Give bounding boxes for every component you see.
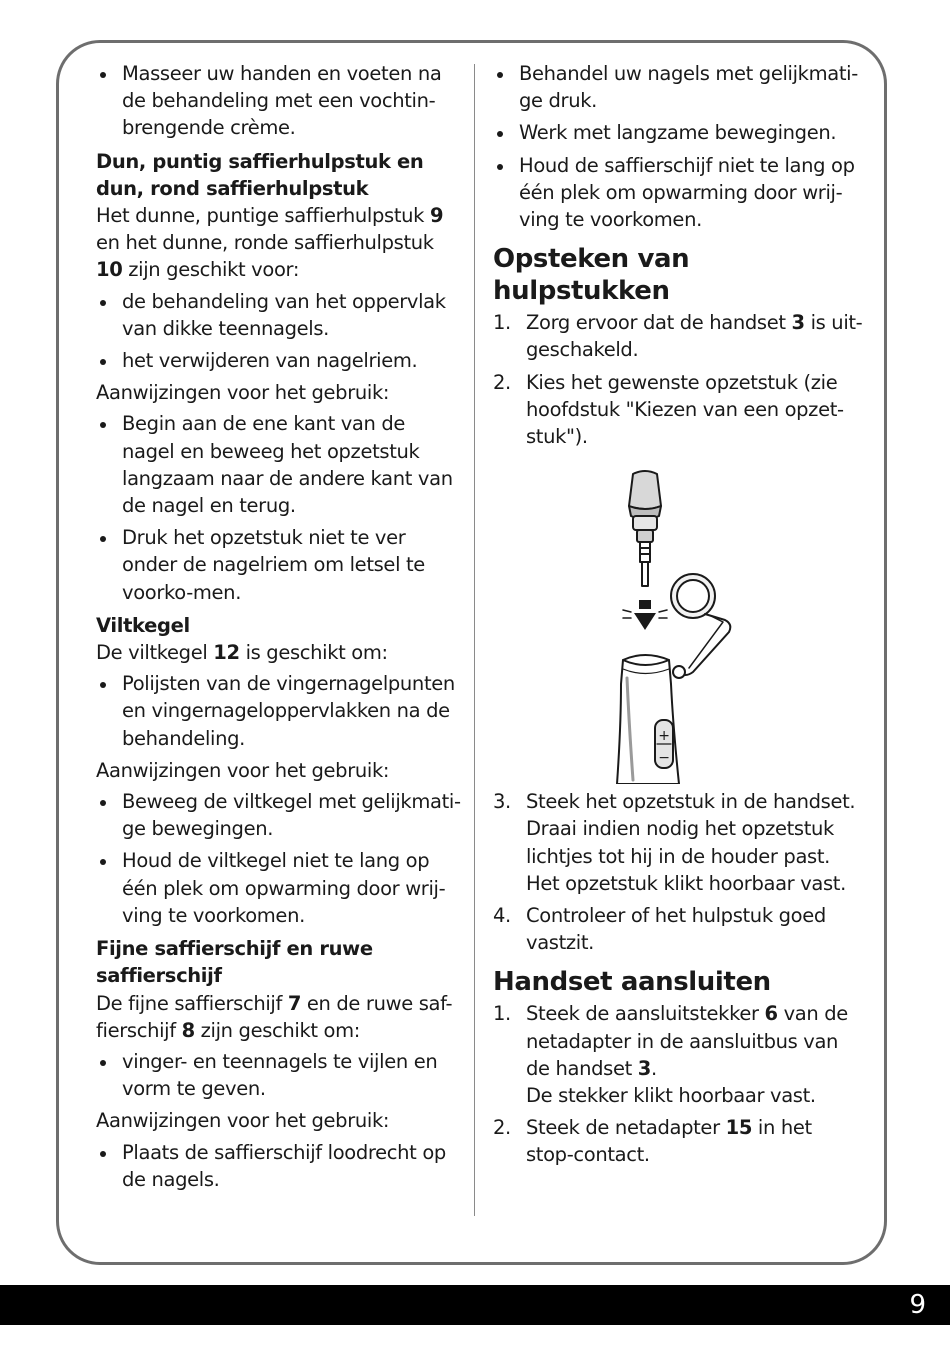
minus-label: − xyxy=(658,750,670,767)
bullet-list xyxy=(96,60,461,142)
list-item: 1. Zorg ervoor dat de handset 3 is uit-geschakeld. xyxy=(493,311,863,362)
column-divider xyxy=(474,64,475,1216)
bullet-list xyxy=(96,410,461,605)
usage-hints-label: Aanwijzingen voor het gebruik: xyxy=(96,758,390,782)
list-item: Plaats de saffierschijf loodrecht op de nagels. xyxy=(96,1139,461,1193)
bullet-list xyxy=(493,60,863,233)
list-item: 4. Controleer of het hulpstuk goed vastzit. xyxy=(493,904,826,955)
bullet-list xyxy=(96,788,461,929)
section-heading-attach: Opsteken van hulpstukken xyxy=(493,244,690,307)
footer-bar xyxy=(0,1285,950,1325)
arrow-down-icon xyxy=(639,600,651,609)
plus-label: + xyxy=(658,728,670,745)
numbered-list xyxy=(493,1000,863,1168)
section-heading: Dun, puntig saffierhulpstuk en dun, rond saffierhulpstuk xyxy=(96,149,424,200)
list-item: Behandel uw nagels met gelijkmati-ge druk. xyxy=(493,60,863,114)
bullet-list xyxy=(96,288,461,375)
list-item: vinger- en teennagels te vijlen en vorm te geven. xyxy=(96,1048,461,1102)
list-item: Houd de saffierschijf niet te lang op één plek om opwarming door wrij-ving te voorkomen. xyxy=(493,152,863,234)
handset-attachment-drawing xyxy=(493,464,863,784)
usage-hints-label: Aanwijzingen voor het gebruik: xyxy=(96,1109,390,1133)
numbered-list xyxy=(493,788,863,956)
list-item: 2. Kies het gewenste opzetstuk (zie hoofdstuk "Kiezen van een opzet-stuk"). xyxy=(493,370,844,449)
attachment-illustration xyxy=(493,464,863,784)
section-heading-connect: Handset aansluiten xyxy=(493,967,771,998)
list-item: Polijsten van de vingernagelpunten en vingernageloppervlakken na de behandeling. xyxy=(96,670,461,752)
right-column xyxy=(493,60,863,1174)
numbered-list xyxy=(493,309,863,450)
section-heading: Fijne saffierschijf en ruwe saffierschijf xyxy=(96,937,373,988)
section-heading: Viltkegel xyxy=(96,613,190,637)
list-item: Beweeg de viltkegel met gelijkmati-ge bewegingen. xyxy=(96,788,461,842)
bullet-list xyxy=(96,1048,461,1102)
bullet-list xyxy=(96,670,461,752)
list-item: Werk met langzame bewegingen. xyxy=(493,119,863,146)
list-item: het verwijderen van nagelriem. xyxy=(96,347,461,374)
list-item: 1. Steek de aansluitstekker 6 van de netadapter in de aansluitbus van de handset 3. De stekker klikt hoorbaar vast. xyxy=(493,1002,848,1108)
usage-hints-label: Aanwijzingen voor het gebruik: xyxy=(96,381,390,405)
list-item: Druk het opzetstuk niet te ver onder de nagelriem om letsel te voorko-men. xyxy=(96,524,461,606)
section-intro: De fijne saffierschijf 7 en de ruwe saf-fierschijf 8 zijn geschikt om: xyxy=(96,991,453,1042)
section-intro: Het dunne, puntige saffierhulpstuk 9 en het dunne, ronde saffierhulpstuk 10 zijn geschikt voor: xyxy=(96,204,444,282)
bullet-list xyxy=(96,1139,461,1193)
list-item: 2. Steek de netadapter 15 in het stop-contact. xyxy=(493,1116,812,1167)
list-item: Begin aan de ene kant van de nagel en beweeg het opzetstuk langzaam naar de andere kant van de nagel en terug. xyxy=(96,410,461,519)
list-item: de behandeling van het oppervlak van dikke teennagels. xyxy=(96,288,461,342)
list-item: Masseer uw handen en voeten na de behandeling met een vochtin-brengende crème. xyxy=(96,60,461,142)
cone-tip-icon xyxy=(629,471,661,509)
list-item: 3. Steek het opzetstuk in de handset. Draai indien nodig het opzetstuk lichtjes tot hij in de houder past. Het opzetstuk klikt hoorbaar vast. xyxy=(493,790,856,895)
page-number: 9 xyxy=(909,1290,926,1320)
section-intro: De viltkegel 12 is geschikt om: xyxy=(96,641,388,665)
left-column xyxy=(96,60,461,1198)
list-item: Houd de viltkegel niet te lang op één plek om opwarming door wrij-ving te voorkomen. xyxy=(96,847,461,929)
